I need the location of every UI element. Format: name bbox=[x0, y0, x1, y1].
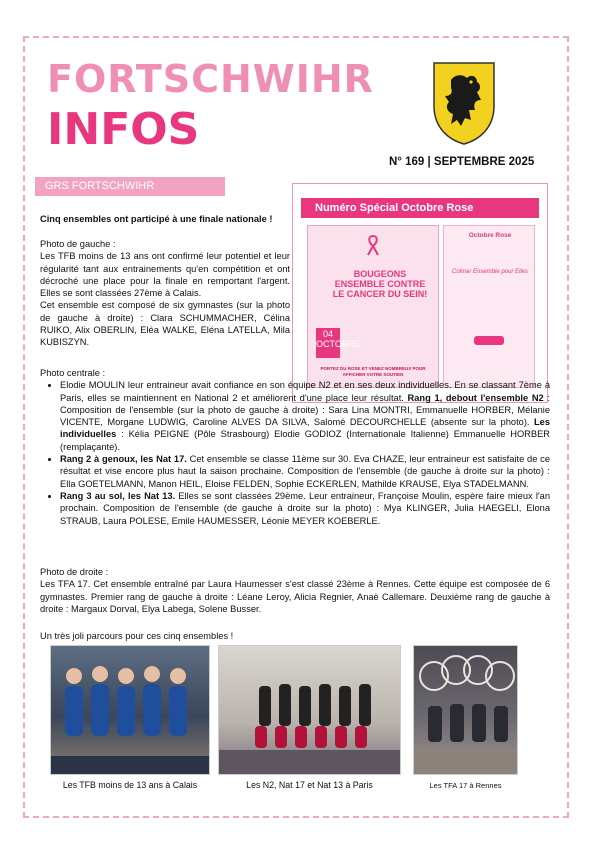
photo-right-section bbox=[40, 566, 550, 615]
hoops-illustration bbox=[414, 646, 518, 775]
photo-left-heading: Photo de gauche : bbox=[40, 239, 116, 249]
poster-left-footer: PORTEZ DU ROSE ET VENEZ NOMBREUX POUR AFFICHER VOTRE SOUTIEN bbox=[320, 366, 426, 377]
poster-left-date: 04 OCTOBRE bbox=[316, 328, 340, 358]
list-item: • Elodie MOULIN leur entraineur avait confiance en son équipe N2 et en ses deux individuelles. En se classant 7ème à Paris, elles se maintiennent en National 2 et améliorent d'une place leur résultat. Rang 1, debout l'ensemble N2 : Composition de l'ensemble (sur la photo de gauche à droite) : Sara Lina MONTRI, Emmanuelle HORBER, Mélanie VICENTE, Morgane LUDWIG, Caroline ALVES DA SILVA, Salomé DECOURCHELLE (absente sur la photo). Les individuelles : Kélia PEIGNE (Pôle Strasbourg) Elodie GODIOZ (Internationale Italienne) Emmanuelle HORBER (remplaçante). bbox=[60, 379, 550, 453]
closing-line: Un très joli parcours pour ces cinq ensembles ! bbox=[40, 631, 234, 641]
photo-right-heading: Photo de droite : bbox=[40, 567, 109, 577]
pink-ribbon-icon bbox=[366, 234, 380, 256]
photo-left-paragraph-1: Les TFB moins de 13 ans ont confirmé leur potentiel et leur régularité tant aux entrainements qu'en compétition et ont décroché une place pour la finale en remportant l'argent. Elles se sont classées 27ème à Calais. bbox=[40, 251, 290, 299]
masthead-title-line2: INFOS bbox=[47, 104, 200, 155]
photo-tfa17-rennes bbox=[413, 645, 518, 775]
masthead-title-line1: FORTSCHWIHR bbox=[47, 57, 374, 101]
article-intro: Cinq ensembles ont participé à une finale nationale ! bbox=[40, 214, 273, 224]
list-item: • Rang 3 au sol, les Nat 13. Elles se sont classées 29ème. Leur entraineur, Françoise Moulin, espère faire mieux l'an prochain. Composition de l'ensemble (de gauche à droite sur la photo) : Mya KLINGER, Julia HAEGELI, Elona STRAUB, Laura POLESE, Emile HAUMESSER, Léonie MEYER KOEBERLE. bbox=[60, 490, 550, 527]
coat-of-arms-icon bbox=[431, 60, 497, 146]
photo-tfb-calais bbox=[50, 645, 210, 775]
gymnasts-illustration bbox=[51, 646, 210, 775]
poster-header: Numéro Spécial Octobre Rose bbox=[301, 198, 539, 218]
poster-right-button bbox=[474, 336, 504, 345]
poster-left-flyer bbox=[307, 225, 439, 388]
photo-caption-1: Les TFB moins de 13 ans à Calais bbox=[62, 780, 198, 790]
photo-center-heading: Photo centrale : bbox=[40, 368, 106, 378]
photo-left-paragraph-2: Cet ensemble est composé de six gymnastes (sur la photo de gauche à droite) : Clara SCHUMMACHER, Célina RUIKO, Alix OBERLIN, Eléa WALKE, Eléna LATELLA, Mila KUBISZYN. bbox=[40, 300, 290, 348]
photo-left-section bbox=[40, 238, 290, 349]
photo-right-paragraph: Les TFA 17. Cet ensemble entraîné par Laura Haumesser s'est classé 23ème à Rennes. Cette équipe est composée de 6 gymnastes. Premier rang de gauche à droite : Léane Leroy, Alicia Regnier, Anaë Callemare. Deuxième rang de gauche à droite : Margaux Dorval, Elya Labega, Solene Busser. bbox=[40, 579, 550, 614]
photo-caption-3: Les TFA 17 à Rennes bbox=[429, 781, 502, 790]
photo-n2-nat17-nat13-paris bbox=[218, 645, 401, 775]
issue-number: N° 169 | SEPTEMBRE 2025 bbox=[389, 156, 535, 168]
list-item: • Rang 2 à genoux, les Nat 17. Cet ensemble se classe 11ème sur 30. Eva CHAZE, leur entraineur est satisfaite de ce résultat et vise encore plus haut la saison prochaine. Composition de l'ensemble (de gauche à droite sur la photo) : Ella GOETELMANN, Manon HEIL, Eloise FELDEN, Sophie ECKERLEN, Mathilde KRAUSE, Elya STADELMANN. bbox=[60, 453, 550, 490]
section-label: GRS FORTSCHWIHR bbox=[35, 177, 225, 196]
poster-right-title: Octobre Rose bbox=[468, 232, 512, 239]
poster-left-title: BOUGEONS ENSEMBLE CONTRE LE CANCER DU SEIN! bbox=[332, 269, 428, 299]
photo-center-section bbox=[40, 367, 550, 527]
poster-right-slogan: Colmar Ensemble pour Elles bbox=[451, 269, 529, 275]
poster-right-flyer bbox=[443, 225, 535, 388]
photo-caption-2: Les N2, Nat 17 et Nat 13 à Paris bbox=[246, 780, 373, 790]
team-group-illustration bbox=[219, 646, 401, 775]
